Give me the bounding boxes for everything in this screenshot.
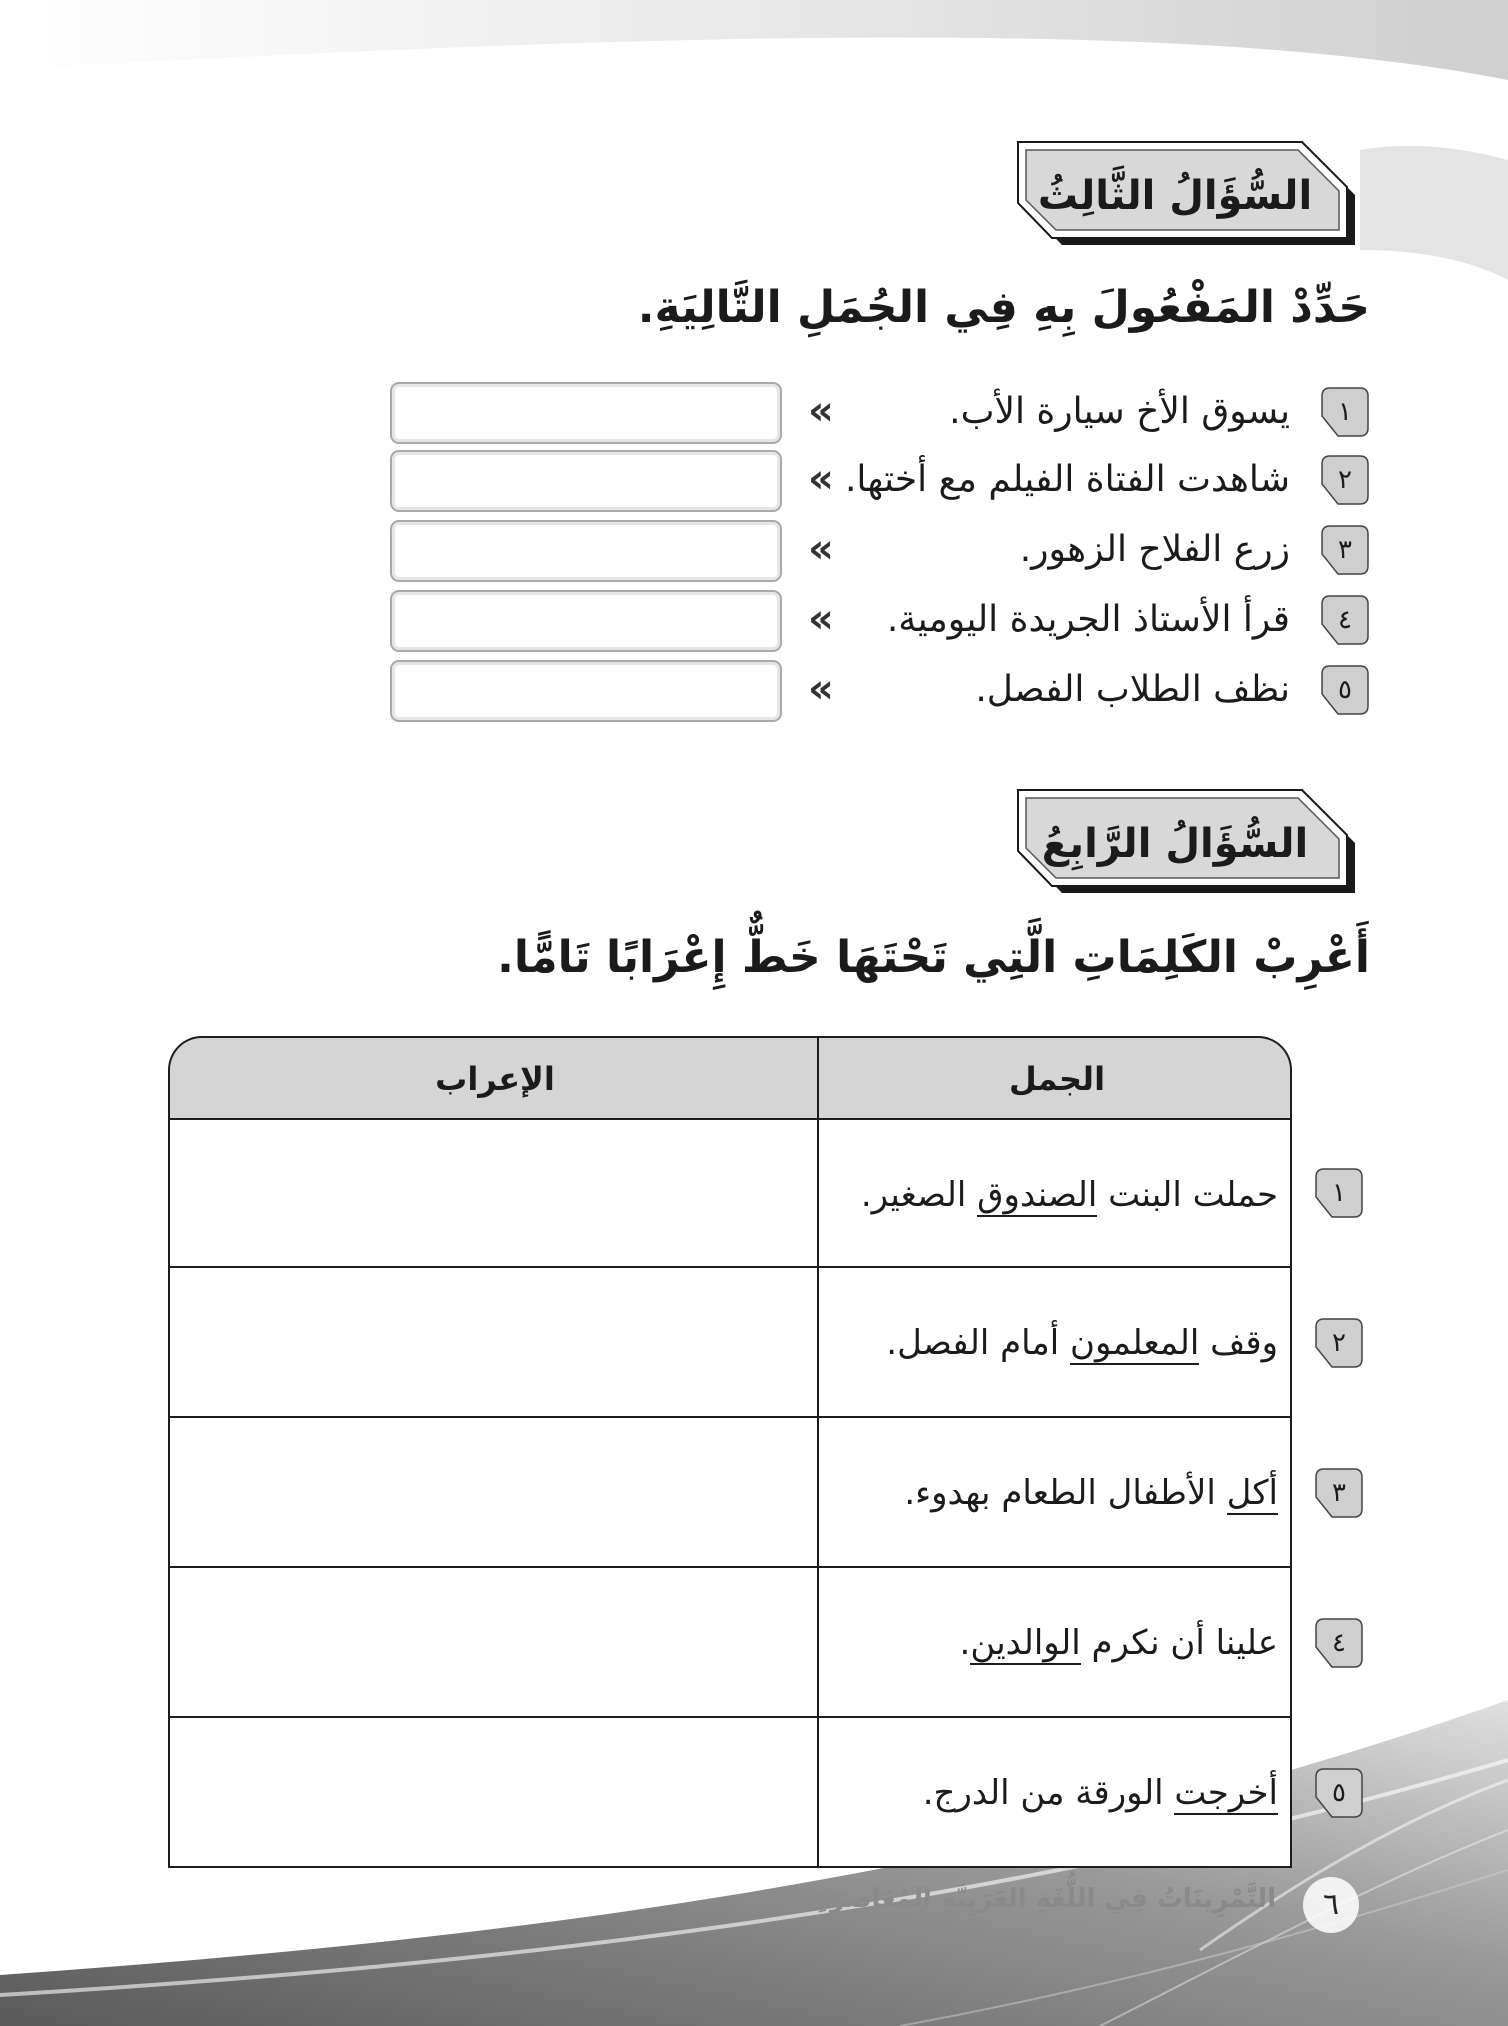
sentence-cell: حملت البنت الصندوق الصغير. bbox=[860, 1175, 1278, 1215]
sentence-text: يسوق الأخ سيارة الأب. bbox=[949, 391, 1290, 432]
question4-header bbox=[1010, 788, 1370, 900]
underlined-word: أكل bbox=[1226, 1473, 1278, 1513]
answer-box[interactable] bbox=[390, 450, 782, 512]
row-number-tab: ٣ bbox=[1314, 1467, 1364, 1519]
header-sentences: الجمل bbox=[1008, 1060, 1106, 1098]
guillemet-arrow-icon: « bbox=[808, 666, 834, 712]
sentence-cell: أكل الأطفال الطعام بهدوء. bbox=[904, 1473, 1278, 1513]
list-item bbox=[240, 588, 1370, 652]
row-number-tab: ٢ bbox=[1314, 1317, 1364, 1369]
question3-header bbox=[1010, 140, 1370, 252]
sentence-cell: وقف المعلمون أمام الفصل. bbox=[886, 1323, 1278, 1363]
sentence-text: زرع الفلاح الزهور. bbox=[1019, 529, 1290, 570]
underlined-word: الصندوق bbox=[977, 1175, 1098, 1215]
sentence-cell: أخرجت الورقة من الدرج. bbox=[922, 1773, 1278, 1813]
question3-title: السُّؤَالُ الثَّالِثُ bbox=[1037, 173, 1313, 219]
table-row bbox=[168, 1718, 1292, 1868]
sentence-text: نظف الطلاب الفصل. bbox=[975, 669, 1290, 710]
item-number-tab: ٣ bbox=[1320, 524, 1370, 576]
underlined-word: الوالدين bbox=[970, 1623, 1081, 1663]
question3-instruction: حَدِّدْ المَفْعُولَ بِهِ فِي الجُمَلِ التَّالِيَةِ. bbox=[637, 282, 1370, 333]
header-parsing: الإعراب bbox=[435, 1060, 555, 1098]
table-row bbox=[168, 1418, 1292, 1568]
list-item bbox=[240, 658, 1370, 722]
page-number: ٦ bbox=[1322, 1887, 1340, 1922]
question4-title: السُّؤَالُ الرَّابِعُ bbox=[1041, 821, 1309, 867]
sentence-cell: علينا أن نكرم الوالدين. bbox=[959, 1623, 1278, 1663]
row-number-tab: ٥ bbox=[1314, 1767, 1364, 1819]
table-row bbox=[168, 1568, 1292, 1718]
list-item bbox=[240, 380, 1370, 444]
item-number-tab: ٢ bbox=[1320, 454, 1370, 506]
sentence-text: شاهدت الفتاة الفيلم مع أختها. bbox=[844, 459, 1290, 500]
table-row bbox=[168, 1268, 1292, 1418]
answer-box[interactable] bbox=[390, 382, 782, 444]
answer-box[interactable] bbox=[390, 660, 782, 722]
answer-box[interactable] bbox=[390, 590, 782, 652]
underlined-word: أخرجت bbox=[1174, 1773, 1278, 1813]
list-item bbox=[240, 518, 1370, 582]
guillemet-arrow-icon: « bbox=[808, 456, 834, 502]
column-divider bbox=[817, 1036, 819, 1868]
answer-box[interactable] bbox=[390, 520, 782, 582]
item-number-tab: ١ bbox=[1320, 386, 1370, 438]
table-row bbox=[168, 1118, 1292, 1268]
guillemet-arrow-icon: « bbox=[808, 596, 834, 642]
item-number-tab: ٤ bbox=[1320, 594, 1370, 646]
sentence-text: قرأ الأستاذ الجريدة اليومية. bbox=[886, 599, 1290, 640]
item-number-tab: ٥ bbox=[1320, 664, 1370, 716]
question4-instruction: أَعْرِبْ الكَلِمَاتِ الَّتِي تَحْتَهَا خَطٌّ إِعْرَابًا تَامًّا. bbox=[497, 932, 1370, 983]
table-header bbox=[168, 1036, 1292, 1118]
underlined-word: المعلمون bbox=[1070, 1323, 1200, 1363]
row-number-tab: ٤ bbox=[1314, 1617, 1364, 1669]
row-number-tab: ١ bbox=[1314, 1167, 1364, 1219]
book-title: التَّمْرِينَاتُ فِي اللُّغَةِ العَرَبِيَّةِ المُعَاصِرَةِ bbox=[814, 1884, 1276, 1914]
guillemet-arrow-icon: « bbox=[808, 526, 834, 572]
list-item bbox=[240, 448, 1370, 512]
guillemet-arrow-icon: « bbox=[808, 388, 834, 434]
